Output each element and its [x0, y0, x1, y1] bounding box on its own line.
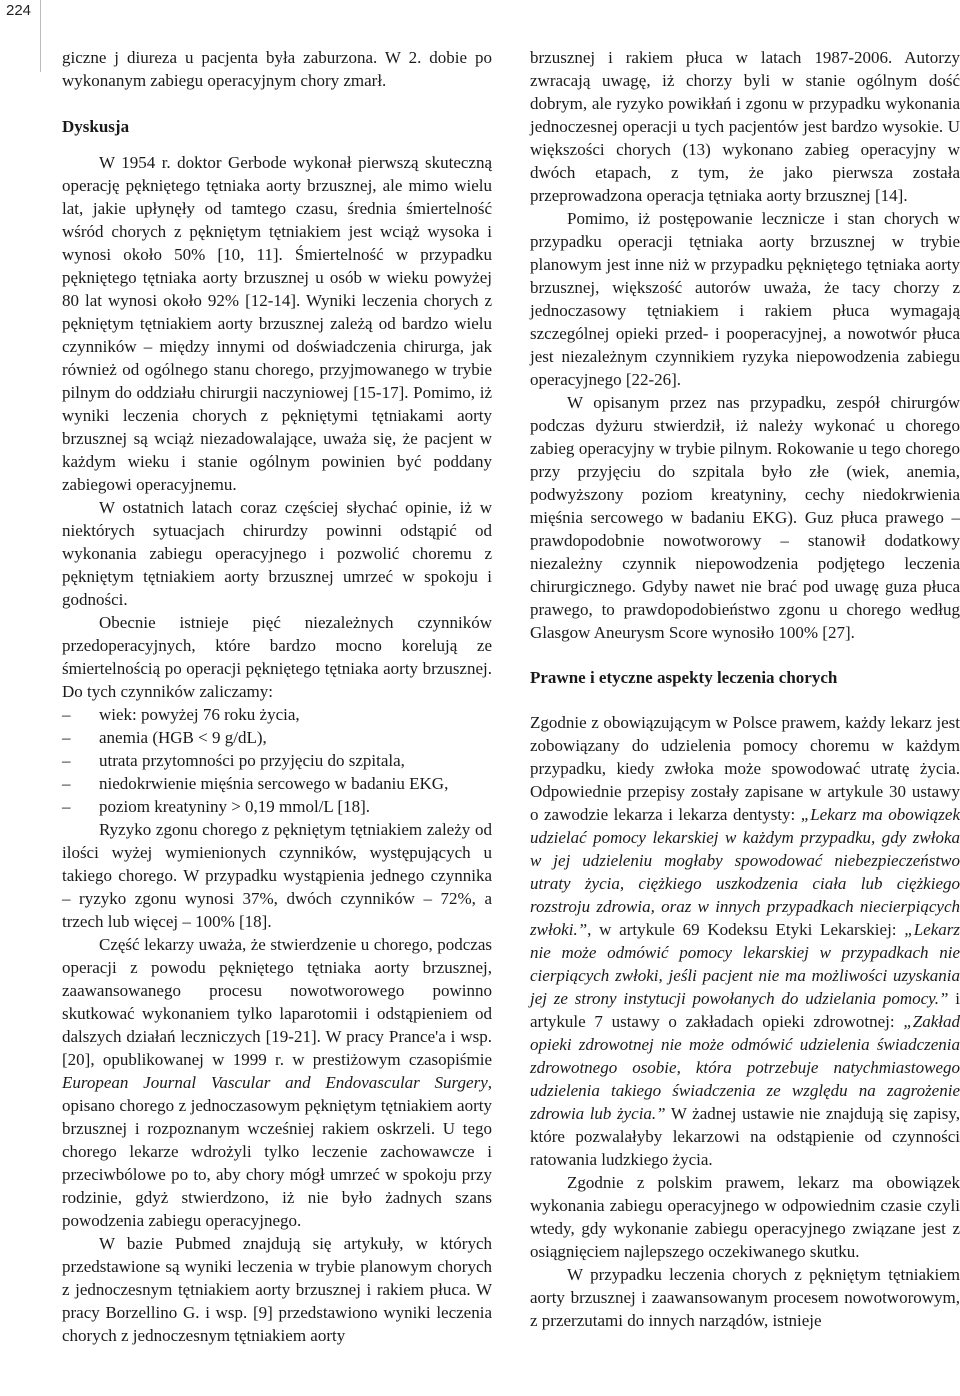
paragraph: W ostatnich latach coraz częściej słychać opinie, iż w niektórych sytuacjach chirurdzy powinni odstąpić od wykonania zabiegu operacyjnego i pozwolić choremu z pękniętym tętniakiem aorty brzusznej umrzeć w spokoju i godności. — [62, 498, 492, 609]
text-run: , opisano chorego z jednoczasowym pękniętym tętniakiem aorty brzusznej i rozpoznanym wcześniej rakiem oskrzeli. U tego chorego lekarze wdrożyli tylko leczenie zachowawcze i przeciwbólowe po to, aby chory mógł umrzeć w spokoju przy rodzinie, gdyż stwierdzono, iż nie było żadnych szans powodzenia zabiegu operacyjnego. — [62, 1073, 492, 1230]
text-run: Część lekarzy uważa, że stwierdzenie u chorego, podczas operacji z powodu pękniętego tętniaka aorty brzusznej, zaawansowanego procesu nowotworowego powinno skutkować wykonaniem tylko laparotomii i odstąpieniem od dalszych działań leczniczych [19-21]. W pracy Prance'a i wsp. [20], opublikowanej w 1999 r. w prestiżowym czasopiśmie — [62, 935, 492, 1069]
quote-article-7: „Zakład opieki zdrowotnej nie może odmówić udzielenia świadczenia zdrowotnego osobie, która potrzebuje natychmiastowego udzielenia takiego świadczenia ze względu na zagrożenie zdrowia lub życia.” — [530, 1012, 960, 1123]
text-run: W żadnej ustawie nie znajdują się zapisy, które pozwalałyby lekarzowi na odstąpienie od czynności ratowania ludzkiego życia. — [530, 1104, 960, 1169]
list-item: – poziom kreatyniny > 0,19 mmol/L [18]. — [62, 795, 492, 818]
risk-factor-list — [62, 703, 492, 818]
text-run: Zgodnie z obowiązującym w Polsce prawem, każdy lekarz jest zobowiązany do udzielenia pomocy choremu w każdym przypadku, kiedy zwłoka może spowodować utratę życia. Odpowiednie przepisy zostały zapisane w artykule 30 ustawy o zawodzie lekarza i lekarza dentysty: — [530, 713, 960, 824]
paragraph: W przypadku leczenia chorych z pękniętym tętniakiem aorty brzusznej i zaawansowanym procesem nowotworowym, z przerzutami do innych narządów, istnieje — [530, 1265, 960, 1330]
section-heading-legal-aspects: Prawne i etyczne aspekty leczenia chorych — [530, 668, 838, 687]
paragraph: Pomimo, iż postępowanie lecznicze i stan chorych w przypadku operacji tętniaka aorty brzusznej w trybie planowym jest inne niż w przypadku pękniętego tętniaka aorty brzusznej, większość autorów uważa, że tacy chorzy z jednoczasowy tętniakiem i rakiem płuca wymagają szczególnej opieki przed- i pooperacyjnej, a nowotwór płuca jest niezależnym czynnikiem ryzyka niepowodzenia zabiegu operacyjnego [22-26]. — [530, 209, 960, 389]
paragraph: W 1954 r. doktor Gerbode wykonał pierwszą skuteczną operację pękniętego tętniaka aorty brzusznej, ale mimo wielu lat, jakie upłynęły od tamtego czasu, średnia śmiertelność wśród chorych z pękniętym tętniakiem jest wciąż wysoka i wynosi około 50% [10, 11]. Śmiertelność w przypadku pękniętego tętniaka aorty brzusznej u osób w wieku powyżej 80 lat wynosi około 92% [12-14]. Wyniki leczenia chorych z pękniętym tętniakiem aorty brzusznej zależą od bardzo wielu czynników – między innymi od doświadczenia chirurga, jak również od ogólnego stanu chorego, przyjmowanego w trybie pilnym do oddziału chirurgii naczyniowej [15-17]. Pomimo, iż wyniki leczenia chorych z pękniętymi tętniakami aorty brzusznej są wciąż niezadowalające, uważa się, że pacjent w każdym wieku i stanie ogólnym powinien być poddany zabiegowi operacyjnemu. — [62, 153, 492, 494]
page-number: 224 — [6, 2, 32, 19]
journal-title: European Journal Vascular and Endovascular Surgery — [62, 1073, 488, 1092]
paragraph — [530, 711, 960, 1171]
margin-rule — [40, 0, 41, 72]
quote-article-69: „Lekarz nie może odmówić pomocy lekarskiej w przypadkach nie cierpiących zwłoki, jeśli pacjent nie ma możliwości uzyskania jej ze strony instytucji powołanych do udzielania pomocy.” — [530, 920, 960, 1008]
text-run: i artykule 7 ustawy o zakładach opieki zdrowotnej: — [530, 989, 960, 1031]
section-heading-dyskusja: Dyskusja — [62, 117, 130, 136]
intro-paragraph: giczne j diureza u pacjenta była zaburzona. W 2. dobie po wykonanym zabiegu operacyjnym chory zmarł. — [62, 48, 492, 90]
paragraph: W opisanym przez nas przypadku, zespół chirurgów podczas dyżuru stwierdził, iż należy wykonać u chorego zabieg operacyjny w trybie pilnym. Rokowanie u tego chorego przy przyjęciu do szpitala było złe (wiek, anemia, podwyższony poziom kreatyniny, cechy niedokrwienia mięśnia sercowego w badaniu EKG). Guz płuca prawego – prawdopodobnie nowotworowy – stanowił dodatkowy niezależny czynnik niepowodzenia podjętego leczenia chirurgicznego. Gdyby nawet nie brać pod uwagę guza płuca prawego, to prawdopodobieństwo zgonu u chorego według Glasgow Aneurysm Score wynosiło 100% [27]. — [530, 393, 960, 642]
paragraph: Zgodnie z polskim prawem, lekarz ma obowiązek wykonania zabiegu operacyjnego w odpowiednim czasie czyli wtedy, gdy wykonanie zabiegu operacyjnego związane jest z osiągnięciem najlepszego oczekiwanego skutku. — [530, 1173, 960, 1261]
paragraph: brzusznej i rakiem płuca w latach 1987-2006. Autorzy zwracają uwagę, iż chorzy byli w stanie ogólnym dość dobrym, ale ryzyko powikłań i zgonu w przypadku wykonania jednoczesnej operacji u tych pacjentów jest bardzo wysokie. U większości chorych (13) wykonano zabieg operacyjny w dwóch etapach, z tym, że jako pierwsza została przeprowadzona operacja tętniaka aorty brzusznej [14]. — [530, 48, 960, 205]
quote-article-30: „Lekarz ma obowiązek udzielać pomocy lekarskiej w każdym przypadku, gdy zwłoka w jej udzieleniu mogłaby spowodować niebezpieczeństwo utraty życia, ciężkiego uszkodzenia ciała lub ciężkiego rozstroju zdrowia, oraz w innych przypadkach niecierpiących zwłoki.” — [530, 805, 960, 939]
paragraph: Ryzyko zgonu chorego z pękniętym tętniakiem zależy od ilości wyżej wymienionych czynników, występujących u takiego chorego. W przypadku wystąpienia jednego czynnika – ryzyko zgonu wynosi 37%, dwóch czynników – 72%, a trzech lub więcej – 100% [18]. — [62, 820, 492, 931]
left-column — [62, 46, 492, 1347]
text-run: , w artykule 69 Kodeksu Etyki Lekarskiej: — [587, 920, 905, 939]
list-item: – niedokrwienie mięśnia sercowego w badaniu EKG, — [62, 772, 492, 795]
list-item: – anemia (HGB < 9 g/dL), — [62, 726, 492, 749]
paragraph — [62, 933, 492, 1232]
paragraph: W bazie Pubmed znajdują się artykuły, w których przedstawione są wyniki leczenia w trybie planowym chorych z jednoczesnym tętniakiem aorty brzusznej i rakiem płuca. W pracy Borzellino G. i wsp. [9] przedstawiono wyniki leczenia chorych z jednoczesnym tętniakiem aorty — [62, 1234, 492, 1345]
list-item: – wiek: powyżej 76 roku życia, — [62, 703, 492, 726]
right-column — [530, 46, 960, 1332]
paragraph: Obecnie istnieje pięć niezależnych czynników przedoperacyjnych, które bardzo mocno korelują ze śmiertelnością po operacji pękniętego tętniaka aorty brzusznej. Do tych czynników zaliczamy: — [62, 613, 492, 701]
list-item: – utrata przytomności po przyjęciu do szpitala, — [62, 749, 492, 772]
